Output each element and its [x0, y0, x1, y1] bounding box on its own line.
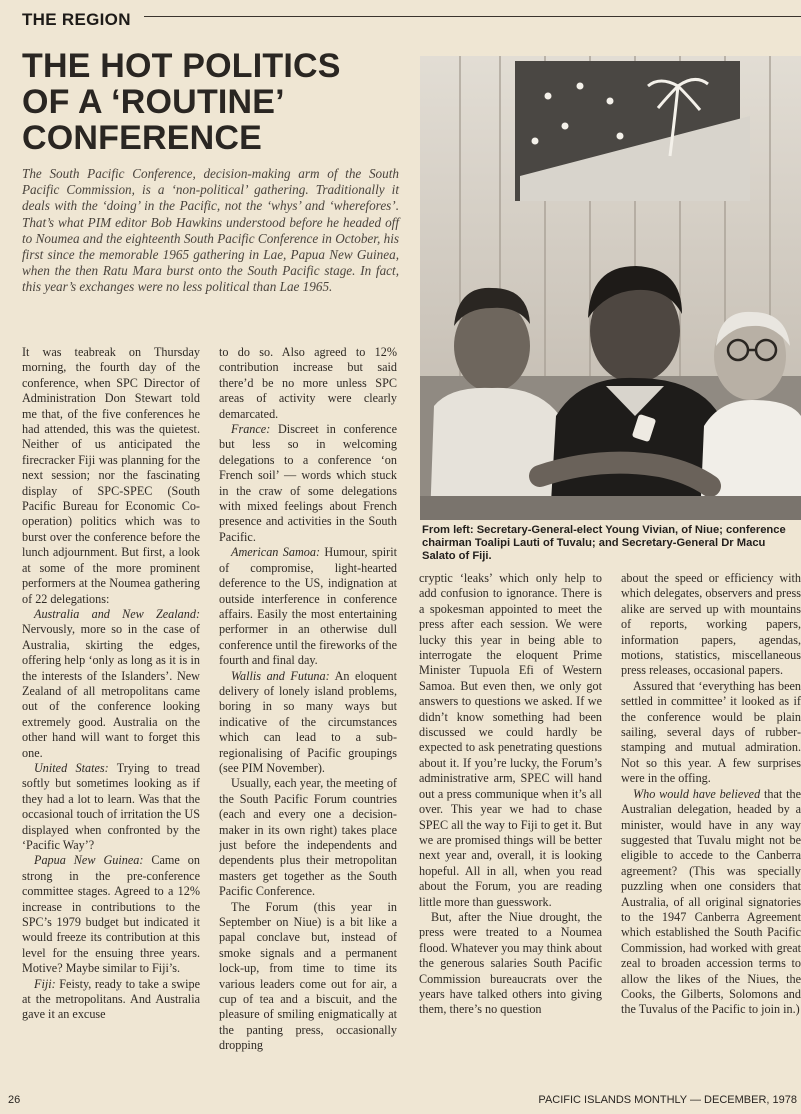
article-column-3 — [419, 571, 602, 1091]
paragraph: The Forum (this year in September on Niue) is a bit like a papal conclave but, instead of smoke signals and a permanent lock-up, from time to time its various leaders come out for air, a cup of tea and a biscuit, and the pleasure of smiling enigmatically at the panting press, occasionally dropping — [219, 899, 397, 1053]
paragraph: But, after the Niue drought, the press were treated to a Noumea flood. Whatever you may think about the generous salaries South Pacific Commission bureaucrats over the years have talked others into giving them, there’s no question — [419, 909, 602, 1017]
photo-caption: From left: Secretary-General-elect Young Vivian, of Niue; conference chairman Toalipi Lauti of Tuvalu; and Secretary-General Dr Macu Salato of Fiji. — [422, 524, 786, 563]
publication-line: PACIFIC ISLANDS MONTHLY — DECEMBER, 1978 — [538, 1094, 797, 1106]
article-column-2 — [219, 345, 397, 1091]
headline-line: THE HOT POLITICS — [22, 47, 341, 85]
section-label: THE REGION — [22, 10, 131, 29]
paragraph: about the speed or efficiency with which delegates, observers and press alike are served up with mountains of reports, working papers, information papers, agendas, motions, statistics, miscellaneous press releases, occasional papers. — [621, 571, 801, 678]
paragraph: cryptic ‘leaks’ which only help to add confusion to ignorance. There is a spokesman appointed to meet the press after each session. We were lucky this year in being able to interrogate the eloquent Prime Minister Tupuola Efi of Western Samoa. But even then, we only got answers to questions we asked. If we didn’t know something had been discussed we could hardly be expected to ask penetrating questions about it. If you’re lucky, the Forum’s administrative arm, SPEC will hand out a press communique when it’s all over. This year we had to chase SPEC all the way to Fiji to get it. But we are promised things will be better next year and, overall, it is looking hopeful. All in all, when you read about the Forum, you are reading little more than guesswork. — [419, 571, 602, 909]
paragraph: to do so. Also agreed to 12% contribution increase but said there’d be no more unless SPC areas of activity were clearly demarcated. — [219, 345, 397, 421]
paragraph: American Samoa: Humour, spirit of compromise, light-hearted deference to the US, indignation at outside interference in conference affairs. Easily the most entertaining performer in an otherwise dull conference until the fireworks of the fourth and final day. — [219, 545, 397, 668]
article-column-4 — [621, 571, 801, 1091]
article-column-1 — [22, 345, 200, 1091]
paragraph: Papua New Guinea: Came on strong in the pre-conference committee stages. Agreed to a 12% increase in contributions to the SPC’s 1979 budget but indicated it would freeze its contribution at this level for the ensuing three years. Motive? Maybe similar to Fiji’s. — [22, 853, 200, 976]
standfirst: The South Pacific Conference, decision-making arm of the South Pacific Commission, is a ‘non-political’ gathering. Traditionally it deals with the ‘doing’ in the Pacific, not the ‘whys’ and ‘wherefores’. That’s what PIM editor Bob Hawkins understood before he headed off to Noumea and the eighteenth South Pacific Conference in October, his first since the memorable 1965 gathering in Lae, Papua New Guinea, when the then Ratu Mara burst onto the South Pacific stage. In fact, this year’s exchanges were no less political than Lae 1965. — [22, 166, 399, 295]
headline — [22, 48, 402, 156]
paragraph: Usually, each year, the meeting of the South Pacific Forum countries (each and every one a decision-maker in its own right) takes place just before the independents and dependents plus their metropolitan masters get together as the South Pacific Conference. — [219, 776, 397, 899]
paragraph: France: Discreet in conference but less so in welcoming delegations to a conference ‘on French soil’ — words which stuck in the craw of some delegations with mixed feelings about French presence and activities in the South Pacific. — [219, 422, 397, 544]
paragraph: It was teabreak on Thursday morning, the fourth day of the conference, when SPC Director of Administration Don Stewart told me that, of the five conferences he had attended, this was the quietest. Neither of us anticipated the firecracker Fiji was planning for the next session; nor the fascinating display of SPC-SPEC (South Pacific Bureau for Economic Co-operation) politics which was to burst over the conference before the lunch adjournment. But first, a look at some of the more prominent performers at the Noumea gathering of 22 delegations: — [22, 345, 200, 606]
paragraph: United States: Trying to tread softly but sometimes looking as if they had a lot to learn. Was that the occasional touch of irritation the US displayed when confronted by the ‘Pacific Way’? — [22, 760, 200, 852]
paragraph: Wallis and Futuna: An eloquent delivery of lonely island problems, boring in so many ways but indicative of the circumstances which can lead to a sub-regionalising of Pacific groupings (see PIM November). — [219, 668, 397, 775]
headline-line: CONFERENCE — [22, 119, 263, 157]
photo — [420, 56, 801, 520]
page-number: 26 — [8, 1094, 21, 1106]
paragraph: Fiji: Feisty, ready to take a swipe at the metropolitans. And Australia gave it an excuse — [22, 976, 200, 1022]
paragraph: Australia and New Zealand: Nervously, more so in the case of Australia, skirting the edges, offering help ‘only as long as it is in the interests of the Islanders’. New Zealand of all metropolitans came out of the conference looking extremely good. Australia on the other hand will want to forget this one. — [22, 606, 200, 760]
paragraph: Assured that ‘everything has been settled in committee’ it looked as if the conference would be plain sailing, several days of rubber-stamping and mutual admiration. Not so this year. A few surprises were in the offing. — [621, 678, 801, 786]
paragraph: Who would have believed that the Australian delegation, headed by a minister, would have in any way suggested that Tuvalu might not be eligible to accede to the Canberra agreement? (This was specially puzzling when one considers that Australia, of all original signatories to the 1947 Canberra Agreement which established the South Pacific Commission, had worked with great zeal to broaden accession terms to allow the likes of the Niues, the Cooks, the Gilberts, Solomons and the Tuvalus of the Pacific to join in.) — [621, 786, 801, 1017]
page-footer — [0, 1094, 801, 1110]
section-header — [22, 8, 801, 30]
section-rule — [144, 16, 801, 17]
headline-line: OF A ‘ROUTINE’ — [22, 83, 285, 121]
